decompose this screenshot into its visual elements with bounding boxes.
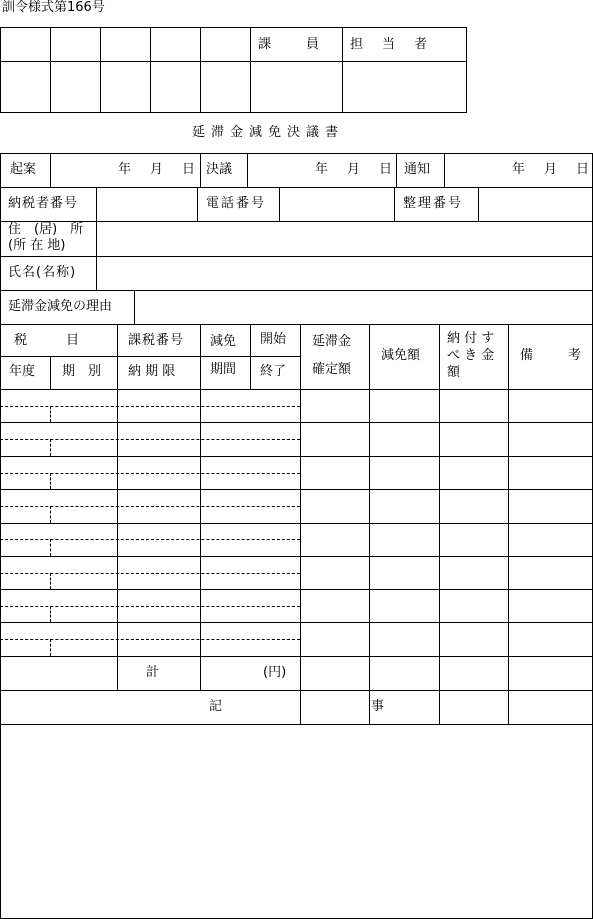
exemption-amount-header: 減免額	[381, 348, 421, 363]
phone-number-label: 電話番号	[206, 196, 267, 211]
payable-header-3: 額	[447, 365, 461, 380]
fiscal-year-header: 年度	[9, 364, 36, 379]
name-label: 氏名(名称)	[8, 265, 77, 280]
kian-label: 起案	[10, 162, 37, 177]
address-label: 住 (居) 所	[8, 222, 84, 237]
late-fee-header-1: 延滞金	[312, 334, 352, 349]
notes-label-ki: 記	[209, 699, 223, 714]
ketsugi-date[interactable]: 年 月 日	[315, 162, 396, 177]
taxpayer-number-label: 納税者番号	[8, 196, 79, 211]
tax-number-header: 課税番号	[128, 333, 185, 348]
payable-header-2: べ き 金	[447, 348, 495, 363]
person-in-charge-label: 担 当 者	[350, 37, 431, 52]
late-fee-header-2: 確定額	[312, 362, 352, 377]
payable-header-1: 納 付 す	[447, 331, 495, 346]
exemption-header-2: 期間	[210, 362, 237, 377]
yen-unit-label: (円)	[263, 665, 287, 680]
start-header: 開始	[260, 332, 287, 347]
page-title: 延滞金減免決議書	[192, 125, 345, 140]
ketsugi-label: 決議	[206, 162, 233, 177]
form-id: 訓令様式第166号	[2, 0, 105, 15]
period-header: 期 別	[62, 364, 102, 379]
notes-label-ji: 事	[371, 699, 385, 714]
remarks-header: 備 考	[520, 348, 585, 363]
notes-area[interactable]	[1, 725, 592, 918]
due-date-header: 納 期 限	[128, 364, 176, 379]
reference-number-label: 整理番号	[403, 196, 464, 211]
exemption-header-1: 減免	[210, 334, 237, 349]
tax-item-header: 税 目	[14, 333, 80, 348]
total-label: 計	[146, 665, 160, 680]
tsuchi-label: 通知	[404, 162, 431, 177]
kian-date[interactable]: 年 月 日	[118, 162, 199, 177]
end-header: 終了	[260, 364, 287, 379]
tsuchi-date[interactable]: 年 月 日	[512, 162, 593, 177]
section-staff-label: 課 員	[258, 37, 323, 52]
address-label-sub: (所 在 地)	[8, 238, 66, 253]
reason-label: 延滞金減免の理由	[8, 299, 113, 314]
